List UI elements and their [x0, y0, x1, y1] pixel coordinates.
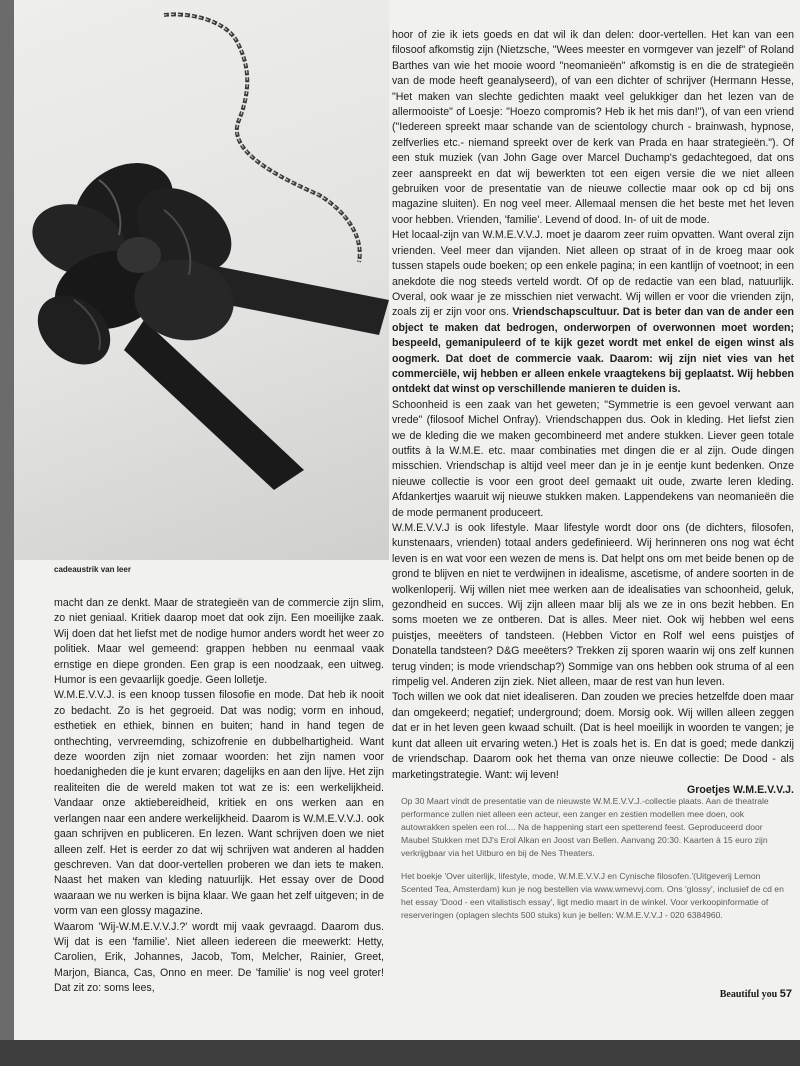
bold-passage: Vriendschapscultuur. Dat is beter dan van de ander een object te maken dat bedrogen, onderworpen of overwonnen moet worden; bespeeld, gemanipuleerd of te kijk gezet wordt met enkel de eigen winst als oogmerk. Dat doet de commercie vaak. Daarom: wij zijn niet vies van het commerciële, wij hebben er alleen enkele vraagtekens bij geplaatst. Wij hebben ontdekt dat winst op verschillende manieren te duiden is.	[392, 306, 794, 396]
paragraph: Schoonheid is een zaak van het geweten; "Symmetrie is een gevoel verwant aan vrede" (filosoof Michel Onfray). Vriendschappen dus. Ook in kleding. Het liefst zien we de kleding die we maken gecombineerd met andere stukken. Liever geen totale outfits à la W.M.E. etc. maar combinaties met dingen die er al zijn. Oude dingen misschien. Vriendschap is altijd veel meer dan je in je eentje kunt bedenken. Onze nieuwe collectie is voor een groot deel gemaakt uit oude, zwarte leren kleding. Afdankertjes waaruit wij nieuwe stukken maken. Lappendekens van neomanieën die de mode permanent produceert.	[392, 398, 794, 519]
paragraph: W.M.E.V.V.J. is een knoop tussen filosofie en mode. Dat heb ik nooit zo bedacht. Zo is het gegroeid. Dat was nodig; vorm en inhoud, esthetiek en ethiek, binnen en buiten; hand in hand tegen de onthechting, vervreemding, schizofrenie en dubbelhartigheid. Want deze woorden zijn niet zomaar woorden: het zijn namen voor hoedanigheden die je kunt ervaren; dagelijks en aan den lijve. Het zijn realiteiten die de wereld maken tot wat ze is: een werkelijkheid. Vandaar onze aktiebereidheid, kritiek en ons werken aan en verlangen naar een andere werkelijkheid. Daarom is W.M.E.V.V.J. ook gaan schrijven en publiceren. En lezen. Want schrijven doen we niet alleen zelf. Het is eerder zo dat wij schrijven wat anderen al hadden geschreven. Van dat door-vertellen proberen we dan iets te maken. Naast het maken van kleding natuurlijk. Het essay over de Dood waaraan we nu werken is bijna klaar. We gaan het zelf uitgeven; in de vorm van een glossy magazine.	[54, 689, 384, 918]
paragraph: macht dan ze denkt. Maar de strategieën van de commercie zijn slim, zo niet geniaal. Kritiek daarop moet dat ook zijn. Een moeilijke zaak. Wij doen dat het liefst met de nodige humor anders wordt het weer zo politiek. Maar wel gemeend: grappen hebben nu eenmaal vaak ernstige en diepe gronden. Een grap is een noodzaak, een uitweg. Humor is een gevaarlijk goedje. Geen lolletje.	[54, 597, 384, 687]
paragraph: W.M.E.V.V.J is ook lifestyle. Maar lifestyle wordt door ons (de dichters, filosofen, kunstenaars, vrienden) totaal anders gedefinieerd. Wij herinneren ons nog wat écht leven is en wat voor een wezen de mens is. Dat helpt ons om met beide benen op de grond te blijven en niet te verdwijnen in idealisme, ascetisme, of andere soorten in de wolkenloperij. Wij willen niet mee werken aan de idealisaties van schoonheid, geluk, gezondheid en succes. Wij zijn alleen maar blij als we ze in ons bezit hebben. En soms moeten we ze ontberen. Dat is alles. Meer niet. Ook wij hebben wel eens puistjes, meeëters of tandsteen. (Hebben Victor en Rolf wel eens puistjes of Donatella tandsteen? D&G meeëters? Trekken zij sporen waarin wij ons zelf kunnen terug vinden; is mode vriendschap?) Sommige van ons hebben ook struma of al een rimpelig vel. Anderen zijn ziek. Niet alleen, maar de rest van hun leven.	[392, 522, 794, 689]
paragraph: Waarom 'Wij-W.M.E.V.V.J.?' wordt mij vaak gevraagd. Daarom dus. Wij dat is een 'familie'. Niet alleen iedereen die meewerkt: Hetty, Carolien, Erik, Johannes, Jacob, Tom, Melcher, Rainier, Greet, Marjon, Bianca, Cas, Onno en meer. De 'familie' is nog veel groter! Dat zit zo: soms lees,	[54, 920, 384, 995]
magazine-name: Beautiful you	[719, 989, 778, 1000]
paragraph	[392, 228, 794, 397]
page-folio	[720, 988, 792, 1000]
background-surface	[0, 1040, 800, 1066]
photo-caption: cadeaustrik van leer	[54, 565, 131, 574]
left-text-column	[54, 596, 384, 997]
magazine-page	[14, 0, 800, 1040]
product-photo	[14, 0, 389, 560]
signoff: Groetjes W.M.E.V.V.J.	[687, 783, 794, 796]
right-text-column	[392, 28, 794, 798]
event-info-box	[401, 795, 793, 932]
paragraph: Toch willen we ook dat niet idealiseren. Dan zouden we precies hetzelfde doen maar dan omgekeerd; negatief; underground; doem. Morsig ook. Wij willen alleen zeggen dat er in het leven geen kwaad schuilt. (Dat is heel moeilijk in woorden te vangen; je kunt dat alleen uit ervaring weten.) Het is zoals het is. En dat is goed; mede dankzij de vriendschap. Daarom ook het thema van onze nieuwe collectie: De Dood - als marketingstrategie. Want: wij leven!	[392, 691, 794, 781]
paragraph: hoor of zie ik iets goeds en dat wil ik dan delen: door-vertellen. Het kan van een filosoof afkomstig zijn (Nietzsche, "Wees meester en vormgever van jezelf" of Roland Barthes van wie het mooie woord "neomanieën" afkomstig is en die de strategieën van de mode heeft geanalyseerd), of van een dichter of schrijver (Hermann Hesse, "Het maken van slechte gedichten maakt veel gelukkiger dan het lezen van de allermooiste" of Loesje: "Hoezo compromis? Heb ik het mis dan!"), of van een vriend ("Iedereen spreekt maar schande van de scientology church - brainwash, hypnose, zelfverlies etc.- niemand spreekt over de kerk van Prada en haar strategieën."). Of een stuk muziek (van John Gage over Marcel Duchamp's gedachtegoed, dat ons zeer aanspreekt en dat wij bewerkten tot een eigen versie die we niet alleen gebruiken voor de presentatie van de nieuwe collectie maar ook op cd bij ons magazine sluiten). En nog veel meer. Allemaal mensen die het beste met het leven voor hebben. Vrienden, 'familie'. Levend of dood. In- of uit de mode.	[392, 29, 794, 226]
paragraph-text: Het locaal-zijn van W.M.E.V.V.J. moet je daarom zeer ruim opvatten. Want overal zijn vrienden. Veel meer dan vijanden. Niet alleen op straat of in de kroeg maar ook tussen stapels oude boeken; op een enkele pagina; in een kantlijn of voetnoot; in een anekdote die nog steeds verteld wordt. Of op de redactie van een blad, natuurlijk. Overal, ook waar je ze misschien niet verwacht. Wij willen er voor die vrienden zijn, zoals zij er zijn voor ons.	[392, 229, 794, 319]
page-number: 57	[779, 988, 792, 1000]
info-paragraph: Het boekje 'Over uiterlijk, lifestyle, mode, W.M.E.V.V.J en Cynische filosofen.'(Uitgeverij Lemon Scented Tea, Amsterdam) kun je nog bestellen via www.wmevvj.com. Ons 'glossy', inclusief de cd en het essay 'Dood - een vitalistisch essay', ligt medio maart in de winkel. Voor verkoopinformatie of reserveringen (oplagen slechts 500 stuks) kun je bellen: W.M.E.V.V.J - 020 6384960.	[401, 871, 784, 920]
leather-bow-chain-image	[14, 0, 389, 560]
info-paragraph: Op 30 Maart vindt de presentatie van de nieuwste W.M.E.V.V.J.-collectie plaats. Aan de theatrale performance zullen niet alleen een acteur, een zanger en zestien modellen mee doen, ook autowrakken spelen een rol.... Na de happening start een spetterend feest. Geproduceerd door Maubel Stukken met DJ's Erol Alkan en Joost van Bellen. Aanvang 20:30. Kaarten à 15 euro zijn verkrijgbaar via het Uitburo en bij de Nes Theaters.	[401, 796, 769, 858]
